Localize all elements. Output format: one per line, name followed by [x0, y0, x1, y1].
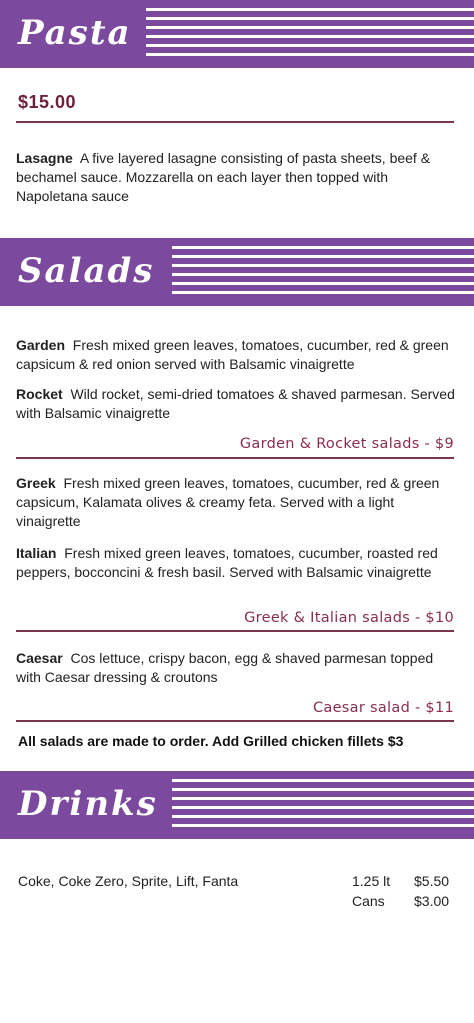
item-name: Lasagne — [16, 150, 73, 166]
banner-stripes — [146, 6, 474, 62]
item-name: Greek — [16, 475, 56, 491]
divider — [16, 121, 454, 123]
drinks-heading: Drinks — [18, 784, 158, 824]
drink-item: Coke, Coke Zero, Sprite, Lift, Fanta — [18, 873, 239, 889]
menu-item-garden — [16, 336, 456, 374]
item-description: A five layered lasagne consisting of pasta sheets, beef & bechamel sauce. Mozzarella on each layer then topped with Napoletana sauce — [16, 150, 431, 204]
pasta-heading: Pasta — [18, 13, 132, 53]
drink-price: $5.50 — [414, 873, 450, 889]
salads-banner — [0, 238, 474, 306]
group-price-caesar: Caesar salad - $11 — [312, 700, 454, 716]
group-price-garden-rocket: Garden & Rocket salads - $9 — [239, 436, 454, 452]
salads-note: All salads are made to order. Add Grilled chicken fillets $3 — [18, 733, 404, 749]
item-name: Italian — [16, 545, 57, 561]
pasta-banner — [0, 0, 474, 68]
item-description: Fresh mixed green leaves, tomatoes, cucumber, red & green capsicum, Kalamata olives & creamy feta. Served with a light vinaigrette — [16, 475, 440, 529]
banner-stripes — [172, 777, 474, 833]
divider — [16, 720, 454, 722]
menu-item-lasagne — [16, 149, 456, 206]
item-name: Caesar — [16, 650, 63, 666]
item-description: Fresh mixed green leaves, tomatoes, cucumber, roasted red peppers, bocconcini & fresh basil. Served with Balsamic vinaigrette — [16, 545, 438, 580]
item-name: Garden — [16, 337, 66, 353]
drink-size: 1.25 lt — [352, 873, 391, 889]
item-description: Fresh mixed green leaves, tomatoes, cucumber, red & green capsicum & red onion served with Balsamic vinaigrette — [16, 337, 449, 372]
menu-item-italian — [16, 544, 456, 582]
drinks-banner — [0, 771, 474, 839]
divider — [16, 630, 454, 632]
salads-heading: Salads — [18, 251, 155, 291]
drink-price: $3.00 — [414, 893, 450, 909]
item-name: Rocket — [16, 386, 63, 402]
pasta-price: $15.00 — [18, 92, 77, 112]
menu-item-rocket — [16, 385, 456, 423]
item-description: Wild rocket, semi-dried tomatoes & shaved parmesan. Served with Balsamic vinaigrette — [16, 386, 455, 421]
divider — [16, 457, 454, 459]
item-description: Cos lettuce, crispy bacon, egg & shaved parmesan topped with Caesar dressing & croutons — [16, 650, 434, 685]
banner-stripes — [172, 244, 474, 300]
menu-item-greek — [16, 474, 456, 531]
group-price-greek-italian: Greek & Italian salads - $10 — [244, 610, 454, 626]
drink-size: Cans — [352, 893, 385, 909]
menu-item-caesar — [16, 649, 456, 687]
